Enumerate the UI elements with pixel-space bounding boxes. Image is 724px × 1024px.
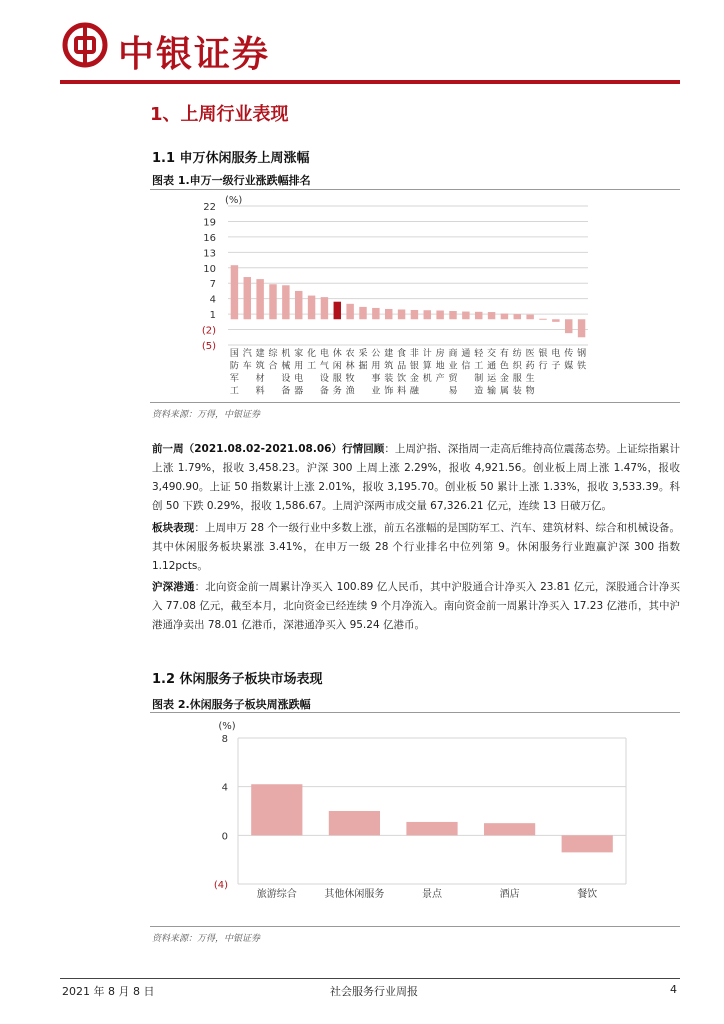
x-tick-label: 化工 — [307, 349, 317, 372]
x-tick-label: 银行 — [538, 349, 548, 372]
x-tick-label: 交通运输 — [487, 349, 497, 397]
bar — [334, 302, 341, 320]
subsector-change-chart — [150, 713, 680, 923]
connect-flow-paragraph — [152, 578, 680, 635]
bar — [436, 311, 443, 320]
y-tick-label: 4 — [221, 782, 228, 794]
figure-2-source: 资料来源：万得，中银证券 — [152, 934, 261, 944]
bar — [295, 291, 302, 319]
bank-of-china-logo-icon — [62, 22, 108, 68]
x-tick-label: 纺织服装 — [512, 349, 522, 397]
section-title: 1、上周行业表现 — [150, 104, 289, 125]
bar — [526, 315, 533, 320]
x-tick-label: 国防军工 — [229, 349, 239, 397]
y-axis-unit-label: (%) — [225, 195, 243, 206]
y-tick-label: 13 — [203, 248, 216, 260]
x-tick-label: 家用电器 — [294, 349, 304, 397]
bar — [562, 835, 613, 852]
x-tick-label: 房地产 — [435, 349, 445, 384]
bar — [231, 265, 238, 319]
industry-ranking-chart — [150, 190, 680, 400]
x-tick-label: 建筑装饰 — [384, 349, 394, 397]
x-tick-label: 商业贸易 — [448, 349, 458, 397]
x-tick-label: 电气设备 — [319, 349, 329, 397]
y-tick-label: 4 — [209, 294, 216, 306]
y-tick-label: (2) — [201, 325, 216, 337]
bar — [484, 823, 535, 835]
bar — [398, 309, 405, 319]
bar — [475, 312, 482, 319]
x-tick-label: 酒店 — [499, 889, 520, 900]
x-tick-label: 旅游综合 — [256, 889, 297, 900]
bar — [308, 296, 315, 320]
figure-1-title: 图表 1.申万一级行业涨跌幅排名 — [152, 174, 311, 187]
y-tick-label: 8 — [221, 734, 228, 745]
x-tick-label: 有色金属 — [499, 349, 509, 397]
x-tick-label: 综合 — [268, 349, 278, 372]
market-review-text: ：上周沪指、深指周一走高后维持高位震荡态势。上证综指累计上涨 1.79%，报收 3,458.23。沪深 300 上周上涨 2.29%，报收 4,921.56。创业板上周上涨 1.47%，报收 3,490.90。上证 50 指数累计上涨 2.01%，报收 3,195.70。创业板 50 累计上涨 1.33%，报收 3,533.39。科创 50 下跌 0.29%，报收 1,586.67。上周沪深两市成交量 67,326.21 亿元，连续 13 日破万亿。 — [152, 443, 680, 512]
bar — [406, 822, 457, 835]
figure-2-bottom-rule — [150, 926, 680, 927]
bar — [256, 279, 263, 319]
x-tick-label: 其他休闲服务 — [324, 889, 385, 900]
bar — [346, 304, 353, 319]
x-tick-label: 食品饮料 — [397, 349, 407, 397]
y-tick-label: (5) — [201, 341, 216, 352]
x-tick-label: 钢铁 — [577, 349, 587, 372]
x-tick-label: 公用事业 — [371, 349, 381, 397]
connect-flow-text: ：北向资金前一周累计净买入 100.89 亿人民币，其中沪股通合计净买入 23.81 亿元，深股通合计净买入 77.08 亿元，截至本月，北向资金已经连续 9 个月净流入。南向资金前一周累计净买入 17.23 亿港币，其中沪港通净卖出 78.01 亿港币，深港通净买入 95.24 亿港币。 — [152, 581, 680, 631]
bar — [539, 319, 546, 320]
x-tick-label: 医药生物 — [525, 349, 535, 397]
y-axis-unit-label: (%) — [218, 721, 236, 732]
x-tick-label: 农林牧渔 — [345, 349, 355, 397]
y-tick-label: 10 — [203, 263, 216, 275]
bar — [501, 314, 508, 320]
bar — [462, 312, 469, 320]
footer-report-title: 社会服务行业周报 — [330, 985, 418, 998]
bar — [282, 285, 289, 319]
x-tick-label: 景点 — [422, 889, 442, 900]
y-tick-label: 16 — [203, 232, 216, 244]
y-tick-label: 1 — [209, 310, 216, 322]
subsection-title-2: 1.2 休闲服务子板块市场表现 — [152, 672, 323, 687]
x-tick-label: 餐饮 — [577, 889, 598, 900]
bar — [244, 277, 251, 319]
x-tick-label: 采掘 — [358, 349, 368, 372]
bar — [411, 310, 418, 319]
bar — [269, 284, 276, 319]
header-rule — [60, 80, 680, 84]
bar — [424, 310, 431, 319]
bar — [321, 297, 328, 319]
x-tick-label: 轻工制造 — [474, 349, 484, 397]
x-tick-label: 机械设备 — [281, 349, 291, 397]
sector-performance-lead: 板块表现 — [152, 522, 195, 534]
x-tick-label: 非银金融 — [409, 349, 419, 397]
x-tick-label: 通信 — [461, 349, 471, 372]
bar — [359, 307, 366, 319]
connect-flow-lead: 沪深港通 — [152, 581, 195, 593]
bar — [578, 319, 585, 337]
bar — [488, 312, 495, 319]
footer-page-number: 4 — [670, 983, 677, 996]
figure-1-bottom-rule — [150, 402, 680, 403]
bar — [251, 784, 302, 835]
bar — [514, 314, 521, 319]
brand-name: 中银证券 — [118, 33, 271, 75]
x-tick-label: 建筑材料 — [255, 349, 265, 397]
footer-rule — [60, 978, 680, 979]
x-tick-label: 传媒 — [564, 349, 574, 372]
x-tick-label: 汽车 — [242, 349, 252, 372]
y-tick-label: 22 — [203, 202, 216, 213]
y-tick-label: 7 — [209, 279, 216, 291]
y-tick-label: 19 — [203, 217, 216, 229]
bar — [372, 308, 379, 319]
y-tick-label: (4) — [213, 880, 228, 891]
subsection-title-1: 1.1 申万休闲服务上周涨幅 — [152, 151, 310, 166]
bar — [329, 811, 380, 835]
bar — [385, 309, 392, 319]
x-tick-label: 计算机 — [422, 349, 432, 384]
x-tick-label: 休闲服务 — [332, 349, 342, 397]
sector-performance-paragraph — [152, 519, 680, 576]
figure-1-source: 资料来源：万得，中银证券 — [152, 410, 261, 420]
footer-date: 2021 年 8 月 8 日 — [62, 985, 155, 998]
x-tick-label: 电子 — [551, 349, 561, 372]
bar — [552, 319, 559, 322]
market-review-lead: 前一周（2021.08.02-2021.08.06）行情回顾 — [152, 443, 385, 455]
market-review-paragraph — [152, 440, 680, 516]
figure-2-title: 图表 2.休闲服务子板块周涨跌幅 — [152, 698, 311, 711]
y-tick-label: 0 — [221, 831, 228, 843]
bar — [449, 311, 456, 319]
bar — [565, 319, 572, 333]
sector-performance-text: ：上周申万 28 个一级行业中多数上涨，前五名涨幅的是国防军工、汽车、建筑材料、综合和机械设备。其中休闲服务板块累涨 3.41%，在申万一级 28 个行业排名中位列第 9。休闲服务行业跑赢沪深 300 指数 1.12pcts。 — [152, 522, 680, 572]
